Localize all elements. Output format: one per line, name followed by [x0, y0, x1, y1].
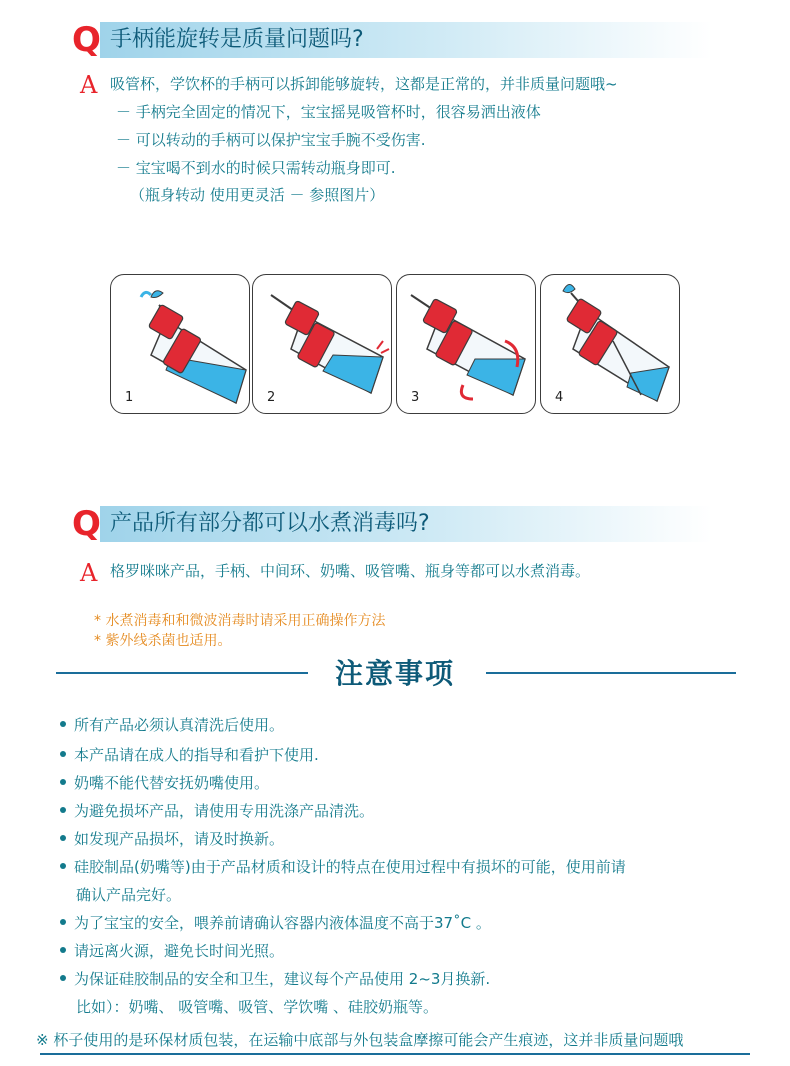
q1-point-1: － 手柄完全固定的情况下，宝宝摇晃吸管杯时，很容易洒出液体: [116, 103, 541, 121]
step-panel-1: [110, 274, 250, 414]
notice-item: [60, 715, 284, 735]
bullet-icon: [60, 807, 66, 813]
footer-note: ※ 杯子使用的是环保材质包装，在运输中底部与外包装盒摩擦可能会产生痕迹，这并非质量问题哦: [36, 1031, 684, 1049]
q2-tip-2: * 紫外线杀菌也适用。: [94, 633, 232, 649]
q1-header: [72, 18, 712, 62]
q1-note: （瓶身转动 使用更灵活 － 参照图片）: [130, 186, 385, 204]
step-number: 2: [267, 390, 276, 405]
notice-item-text: 所有产品必须认真清洗后使用。: [74, 716, 285, 734]
notice-item-text: 如发现产品损坏，请及时换新。: [74, 830, 285, 848]
q1-point-2: － 可以转动的手柄可以保护宝宝手腕不受伤害.: [116, 131, 426, 149]
q2-tip-1: * 水煮消毒和和微波消毒时请采用正确操作方法: [94, 613, 386, 629]
notice-item: [60, 941, 284, 961]
q1-question: 手柄能旋转是质量问题吗?: [110, 27, 364, 52]
notice-item-text: 为了宝宝的安全，喂养前请确认容器内液体温度不高于37˚C 。: [74, 914, 491, 932]
step-number: 1: [125, 390, 134, 405]
notice-item-text: 请远离火源，避免长时间光照。: [74, 942, 285, 960]
notice-rule-right: [486, 672, 736, 674]
step-panel-3: [396, 274, 536, 414]
notice-item-text: 奶嘴不能代替安抚奶嘴使用。: [74, 774, 270, 792]
q2-header: [72, 502, 712, 546]
notice-item-continued: 确认产品完好。: [76, 886, 182, 904]
q2-question: 产品所有部分都可以水煮消毒吗?: [110, 511, 430, 536]
bullet-icon: [60, 947, 66, 953]
step-number: 3: [411, 390, 420, 405]
notice-item: [60, 857, 626, 877]
footer-rule: [40, 1053, 750, 1055]
notice-item-text: 为避免损坏产品，请使用专用洗涤产品清洗。: [74, 802, 375, 820]
notice-item: [60, 969, 490, 989]
notice-item: [60, 745, 319, 765]
notice-item: [60, 913, 491, 933]
q1-answer: 吸管杯，学饮杯的手柄可以拆卸能够旋转，这都是正常的，并非质量问题哦~: [110, 75, 618, 93]
notice-item: [60, 829, 284, 849]
step-panel-2: [252, 274, 392, 414]
bullet-icon: [60, 835, 66, 841]
step-panel-4: [540, 274, 680, 414]
q-mark: Q: [72, 20, 101, 60]
step-number: 4: [555, 390, 564, 405]
notice-item: [60, 801, 374, 821]
q2-answer: 格罗咪咪产品，手柄、中间环、奶嘴、吸管嘴、瓶身等都可以水煮消毒。: [110, 562, 591, 580]
bullet-icon: [60, 919, 66, 925]
notice-title: 注意事项: [334, 657, 455, 690]
notice-item-continued: 比如）：奶嘴、 吸管嘴、吸管、学饮嘴 、硅胶奶瓶等。: [76, 998, 439, 1016]
bullet-icon: [60, 779, 66, 785]
bullet-icon: [60, 863, 66, 869]
notice-item-text: 为保证硅胶制品的安全和卫生，建议每个产品使用 2~3月换新.: [74, 970, 491, 988]
notice-item-text: 本产品请在成人的指导和看护下使用.: [74, 746, 319, 764]
bullet-icon: [60, 975, 66, 981]
bullet-icon: [60, 721, 66, 727]
q-mark: Q: [72, 504, 101, 544]
a-mark: A: [80, 71, 98, 99]
a-mark: A: [80, 559, 98, 587]
notice-item: [60, 773, 269, 793]
bullet-icon: [60, 751, 66, 757]
q1-point-3: － 宝宝喝不到水的时候只需转动瓶身即可.: [116, 159, 396, 177]
notice-item-text: 硅胶制品(奶嘴等)由于产品材质和设计的特点在使用过程中有损坏的可能，使用前请: [74, 858, 626, 876]
